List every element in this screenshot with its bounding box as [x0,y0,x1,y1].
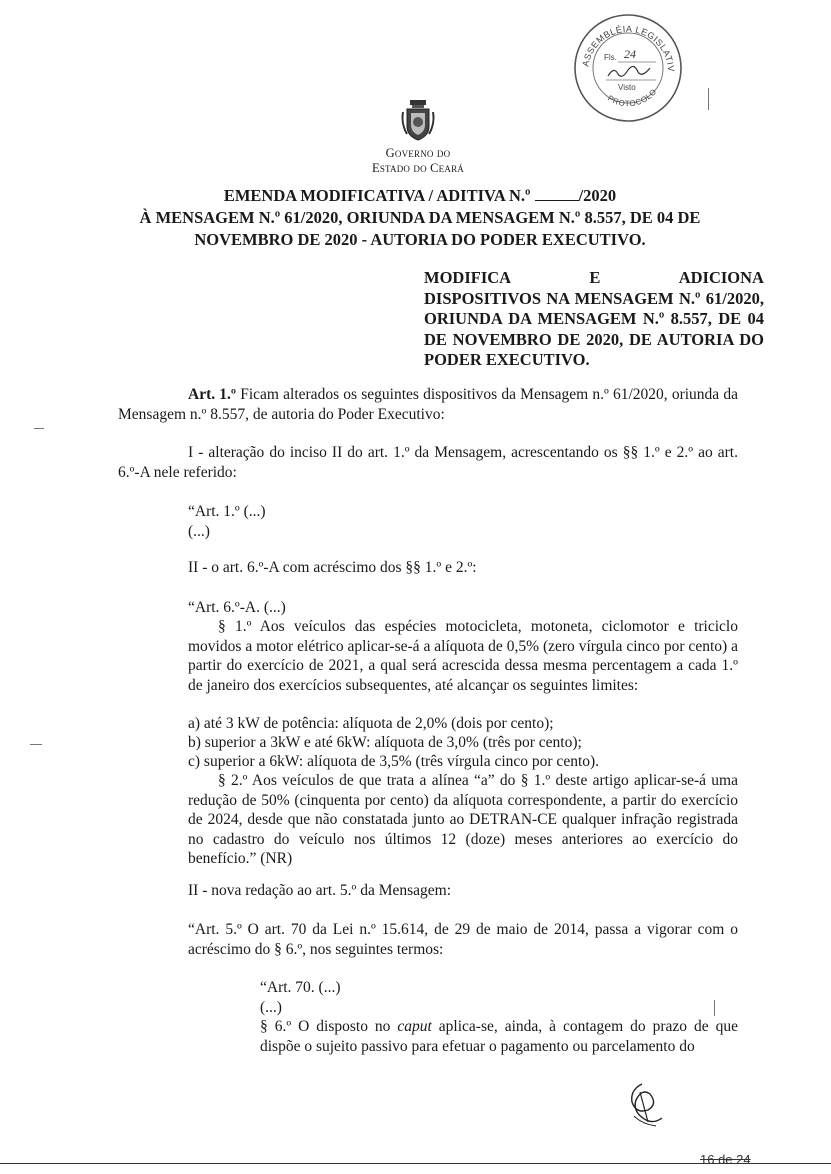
alinea-a: a) até 3 kW de potência: alíquota de 2,0% (dois por cento); [188,715,554,732]
quote-art-70: “Art. 70. (...) [260,979,341,996]
stamp-signature-scribble [608,66,650,76]
paragraph-6-b: aplica-se, ainda, à contagem do prazo de que dispõe o sujeito passivo para efetuar o pagamento ou parcelamento do [260,1018,739,1055]
ementa-word-3: ADICIONA [678,268,764,287]
ementa-rest: DISPOSITIVOS NA MENSAGEM N.º 61/2020, ORIUNDA DA MENSAGEM N.º 8.557, DE 04 DE NOVEMBRO DE 2020, DE AUTORIA DO PODER EXECUTIVO. [424,288,764,369]
alinea-c: c) superior a 6kW: alíquota de 3,5% (três vírgula cinco por cento). [188,753,600,770]
svg-text:ASSEMBLÉIA LEGISLATIVA DO CEAR [572,12,676,72]
government-header [340,146,496,176]
quote-ellipsis-2: (...) [260,999,282,1016]
protocol-stamp [572,12,684,124]
page-number: 16 de 24 [700,1152,751,1167]
article-1-label: Art. 1.º [188,386,237,403]
ementa [424,268,764,371]
scan-mark [30,744,42,745]
paragraph-6-a: § 6.º O disposto no [260,1018,398,1035]
stamp-top-text: ASSEMBLÉIA LEGISLATIV [580,23,677,72]
paragraph-6-caput: caput [397,1018,432,1035]
title-line-2: À MENSAGEM N.º 61/2020, ORIUNDA DA MENSAGEM N.º 8.557, DE 04 DE [139,208,701,227]
rubric-signature [612,1080,672,1130]
article-1-text: Ficam alterados os seguintes dispositivos da Mensagem n.º 61/2020, oriunda da Mensagem n.º 8.557, de autoria do Poder Executivo: [118,386,738,423]
ementa-word-1: MODIFICA [424,268,512,287]
stamp-visto-label: Visto [618,83,636,92]
scan-mark [34,428,44,429]
amendment-title [80,185,760,251]
state-coat-of-arms [401,100,435,142]
inciso-ii-art5: II - nova redação ao art. 5.º da Mensagem: [188,882,452,899]
paragraph-1: § 1.º Aos veículos das espécies motocicleta, motoneta, ciclomotor e triciclo movidos a motor elétrico aplicar-se-á a alíquota de 0,5% (zero vírgula cinco por cento) a partir do exercício de 2021, a qual será acrescida dessa mesma percentagem a cada 1.º de janeiro dos exercícios subsequentes, até alcançar os seguintes limites: [188,618,738,694]
title-line-1 [80,185,760,207]
article-1 [118,385,738,424]
scan-mark [714,1000,715,1016]
quote-art-6a: “Art. 6.º-A. (...) [188,599,286,616]
ementa-word-2: E [589,268,601,287]
inciso-ii-art6a: II - o art. 6.º-A com acréscimo dos §§ 1.º e 2.º: [188,559,477,576]
alinea-b: b) superior a 3kW e até 6kW: alíquota de 3,0% (três por cento); [188,734,582,751]
gov-line-1: Governo do [385,146,451,160]
stamp-bottom-text: PROTOCOLO [606,87,659,109]
stamp-fls-label: Fls. [604,53,617,62]
quote-ellipsis-1: (...) [188,523,210,540]
title-number-blank [535,186,579,201]
paragraph-6 [260,1017,738,1056]
stamp-fls-value: 24 [624,47,636,61]
ementa-first-line [424,268,764,289]
gov-line-2: Estado do Ceará [371,161,464,175]
quote-art-5: “Art. 5.º O art. 70 da Lei n.º 15.614, de 29 de maio de 2014, passa a vigorar com o acréscimo do § 6.º, nos seguintes termos: [188,921,738,958]
quote-art-1: “Art. 1.º (...) [188,503,266,520]
scan-mark [708,88,709,110]
title-line-3: NOVEMBRO DE 2020 - AUTORIA DO PODER EXECUTIVO. [194,230,646,249]
title-line-1-b: /2020 [578,186,617,205]
title-line-1-a: EMENDA MODIFICATIVA / ADITIVA N.º [223,186,531,205]
inciso-i: I - alteração do inciso II do art. 1.º da Mensagem, acrescentando os §§ 1.º e 2.º ao art. 6.º-A nele referido: [118,444,738,481]
paragraph-2: § 2.º Aos veículos de que trata a alínea “a” do § 1.º deste artigo aplicar-se-á uma redução de 50% (cinquenta por cento) da alíquota correspondente, a partir do exercício de 2024, desde que não constatada junto ao DETRAN-CE qualquer infração registrada no cadastro do veículo nos últimos 12 (doze) meses anteriores ao exercício do benefício.” (NR) [188,772,738,867]
